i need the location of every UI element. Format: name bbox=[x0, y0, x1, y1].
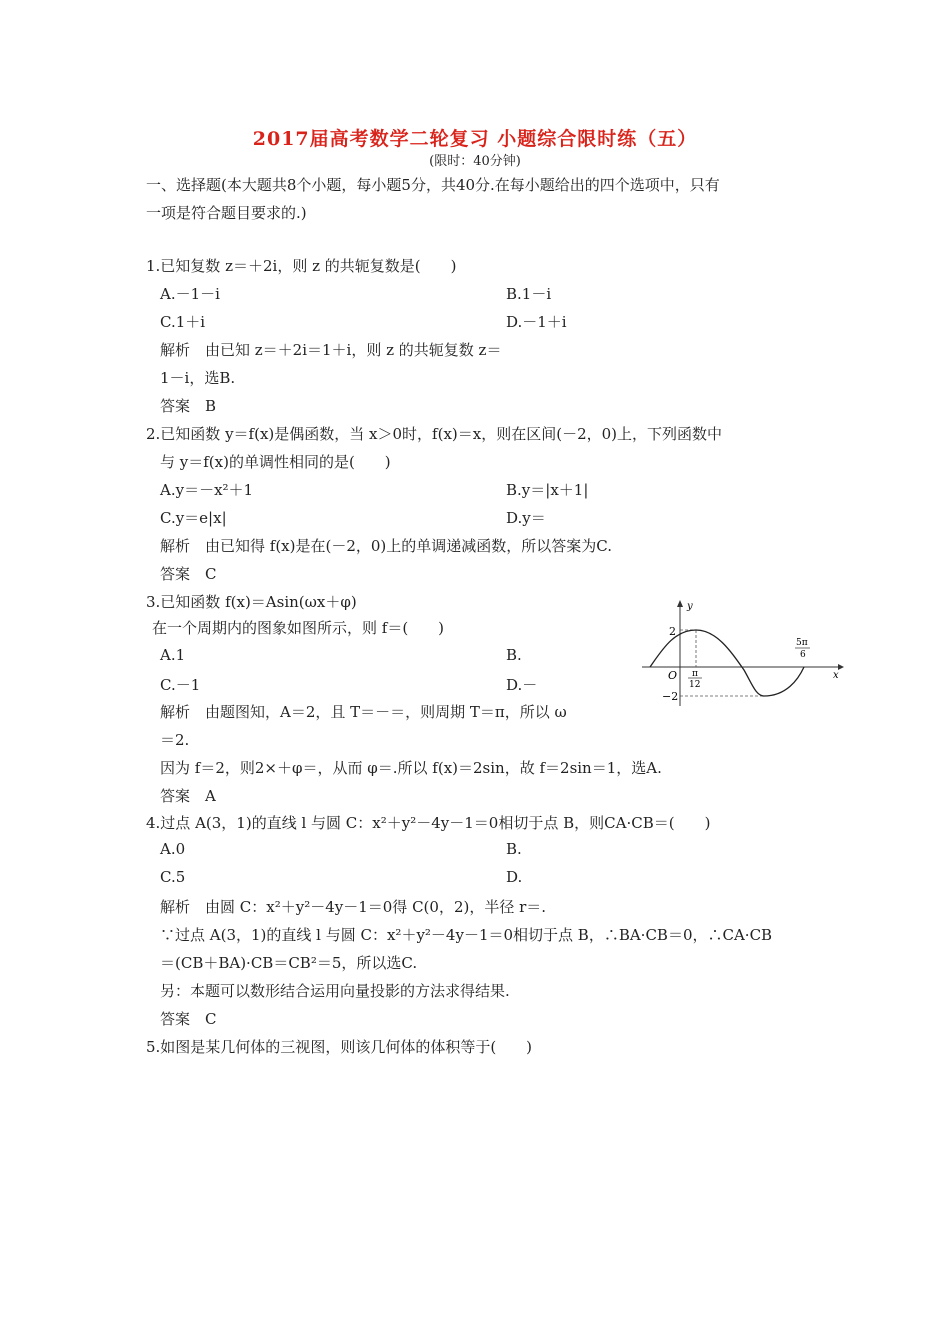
sine-curve bbox=[650, 630, 804, 696]
document-title: 2017届高考数学二轮复习 小题综合限时练（五） bbox=[252, 128, 698, 150]
analysis-line: 1－i，选B. bbox=[160, 369, 236, 387]
tick-label-neg2: −2 bbox=[662, 690, 679, 703]
option-c: C.1＋i bbox=[160, 313, 206, 331]
analysis-line: 另：本题可以数形结合运用向量投影的方法求得结果. bbox=[160, 982, 510, 1000]
option-c: C.y＝e|x| bbox=[160, 509, 227, 527]
option-d: D.－1＋i bbox=[506, 313, 567, 331]
option-d: D. bbox=[506, 868, 523, 886]
y-axis-label: y bbox=[687, 601, 693, 612]
section-line-1: 一、选择题(本大题共8个小题，每小题5分，共40分.在每小题给出的四个选项中，只有 bbox=[146, 176, 720, 194]
option-b: B. bbox=[506, 840, 522, 858]
analysis-line: ＝2. bbox=[160, 731, 190, 749]
question-stem: 3.已知函数 f(x)＝Asin(ωx＋φ) bbox=[146, 593, 357, 611]
sine-graph-figure bbox=[640, 598, 845, 710]
tick-label-2: 2 bbox=[669, 625, 676, 638]
tick-label-pi12-num: π bbox=[692, 669, 698, 679]
option-a: A.0 bbox=[160, 840, 186, 858]
analysis-line: ∵过点 A(3，1)的直线 l 与圆 C：x²＋y²－4y－1＝0相切于点 B，∴BA·CB＝0，∴CA·CB bbox=[160, 926, 773, 944]
option-a: A.y＝－x²＋1 bbox=[160, 481, 254, 499]
tick-label-5pi6-num: 5π bbox=[796, 638, 808, 648]
option-d: D.y＝ bbox=[506, 509, 546, 527]
question-stem: 与 y＝f(x)的单调性相同的是( ) bbox=[160, 453, 391, 471]
x-axis-arrow-icon bbox=[838, 664, 844, 670]
option-b: B.1－i bbox=[506, 285, 552, 303]
y-axis-arrow-icon bbox=[677, 600, 683, 607]
question-stem: 2.已知函数 y＝f(x)是偶函数，当 x＞0时，f(x)＝x，则在区间(－2，0)上，下列函数中 bbox=[146, 425, 723, 443]
option-c: C.5 bbox=[160, 868, 186, 886]
answer-line: 答案 A bbox=[160, 787, 216, 805]
tick-label-pi12-den: 12 bbox=[689, 680, 701, 690]
question-stem: 4.过点 A(3，1)的直线 l 与圆 C：x²＋y²－4y－1＝0相切于点 B，则CA·CB＝( ) bbox=[146, 814, 711, 832]
option-c: C.－1 bbox=[160, 676, 201, 694]
question-stem: 5.如图是某几何体的三视图，则该几何体的体积等于( ) bbox=[146, 1038, 533, 1056]
option-b: B. bbox=[506, 646, 522, 664]
option-b: B.y＝|x＋1| bbox=[506, 481, 589, 499]
analysis-line: 因为 f＝2，则2×＋φ＝，从而 φ＝.所以 f(x)＝2sin，故 f＝2sin＝1，选A. bbox=[160, 759, 662, 777]
analysis-line: 解析 由已知 z＝＋2i＝1＋i，则 z 的共轭复数 z＝ bbox=[160, 341, 502, 359]
option-a: A.－1－i bbox=[160, 285, 220, 303]
tick-label-5pi6-den: 6 bbox=[800, 650, 806, 660]
question-stem: 在一个周期内的图象如图所示，则 f＝( ) bbox=[152, 619, 445, 637]
analysis-line: 解析 由题图知，A＝2，且 T＝－＝，则周期 T＝π，所以 ω bbox=[160, 703, 567, 721]
analysis-line: ＝(CB＋BA)·CB＝CB²＝5，所以选C. bbox=[160, 954, 418, 972]
document-subtitle: (限时：40分钟) bbox=[429, 154, 521, 169]
analysis-line: 解析 由已知得 f(x)是在(－2，0)上的单调递减函数，所以答案为C. bbox=[160, 537, 612, 555]
option-d: D.－ bbox=[506, 676, 538, 694]
x-axis-label: x bbox=[833, 670, 839, 681]
answer-line: 答案 C bbox=[160, 1010, 217, 1028]
option-a: A.1 bbox=[160, 646, 186, 664]
analysis-line: 解析 由圆 C：x²＋y²－4y－1＝0得 C(0，2)，半径 r＝. bbox=[160, 898, 547, 916]
question-stem: 1.已知复数 z＝＋2i，则 z 的共轭复数是( ) bbox=[146, 257, 457, 275]
answer-line: 答案 B bbox=[160, 397, 217, 415]
section-line-2: 一项是符合题目要求的.) bbox=[146, 204, 307, 222]
origin-label: O bbox=[668, 669, 678, 682]
answer-line: 答案 C bbox=[160, 565, 217, 583]
